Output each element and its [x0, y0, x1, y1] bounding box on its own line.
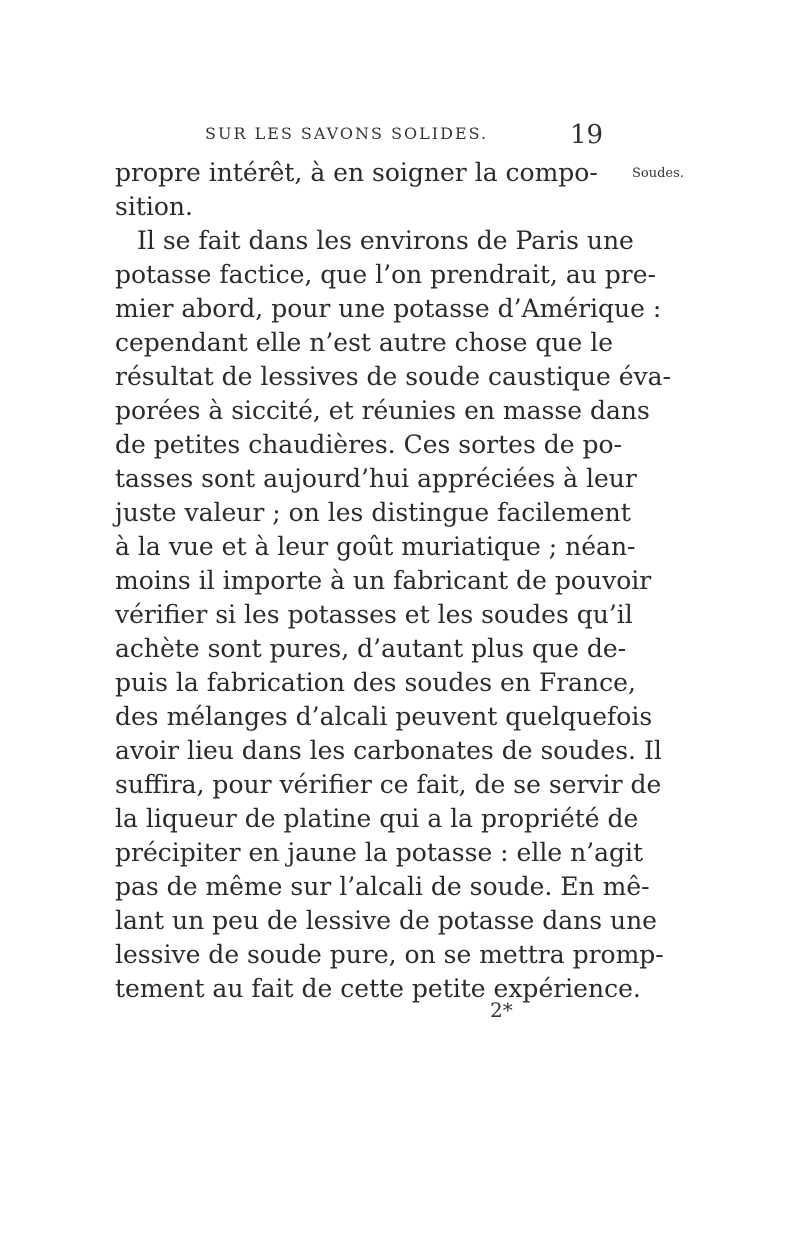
text-line: vérifier si les potasses et les soudes qu’il: [115, 600, 633, 629]
text-line: puis la fabrication des soudes en France,: [115, 668, 636, 697]
text-line: lessive de soude pure, on se mettra promp-: [115, 940, 664, 969]
page-number: 19: [570, 120, 604, 150]
text-line: avoir lieu dans les carbonates de soudes. Il: [115, 736, 662, 765]
margin-note: Soudes.: [632, 166, 684, 181]
text-line: à la vue et à leur goût muriatique ; néan-: [115, 532, 636, 561]
text-line: la liqueur de platine qui a la propriété de: [115, 804, 639, 833]
text-line: cependant elle n’est autre chose que le: [115, 328, 613, 357]
text-line: lant un peu de lessive de potasse dans une: [115, 906, 657, 935]
text-line: sition.: [115, 192, 193, 221]
text-line: potasse factice, que l’on prendrait, au pre-: [115, 260, 656, 289]
text-line: mier abord, pour une potasse d’Amérique :: [115, 294, 662, 323]
text-line: porées à siccité, et réunies en masse dans: [115, 396, 650, 425]
text-line: moins il importe à un fabricant de pouvoir: [115, 566, 652, 595]
text-line: des mélanges d’alcali peuvent quelquefois: [115, 702, 653, 731]
running-title: SUR LES SAVONS SOLIDES.: [205, 124, 489, 143]
text-line: tement au fait de cette petite expérience.: [115, 974, 641, 1003]
body-text: [115, 156, 671, 1006]
text-line: précipiter en jaune la potasse : elle n’agit: [115, 838, 644, 867]
text-line: tasses sont aujourd’hui appréciées à leur: [115, 464, 637, 493]
text-line: juste valeur ; on les distingue facilement: [115, 498, 631, 527]
text-line: pas de même sur l’alcali de soude. En mê-: [115, 872, 650, 901]
text-line: achète sont pures, d’autant plus que de-: [115, 634, 627, 663]
text-line: Il se fait dans les environs de Paris une: [137, 226, 634, 255]
text-line: de petites chaudières. Ces sortes de po-: [115, 430, 622, 459]
text-line: propre intérêt, à en soigner la compo-: [115, 158, 598, 187]
text-line: résultat de lessives de soude caustique éva-: [115, 362, 671, 391]
signature-mark: 2*: [490, 998, 513, 1022]
text-line: suffira, pour vérifier ce fait, de se servir de: [115, 770, 662, 799]
